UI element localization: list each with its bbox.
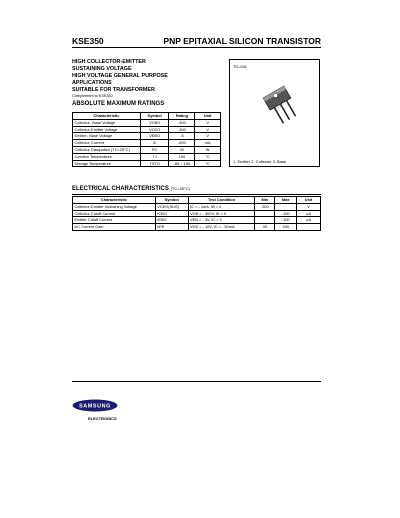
cell-unit: °C — [195, 160, 221, 167]
complement-note: Complement to KSE340 — [72, 94, 113, 98]
feature-item: SUITABLE FOR TRANSFORMER — [72, 87, 155, 93]
cell-rating: -5 — [169, 133, 195, 140]
cell-unit: mA — [195, 140, 221, 147]
cell-characteristic: Storage Temperature — [73, 160, 141, 167]
cell-rating: 20 — [169, 146, 195, 153]
table-row — [73, 119, 221, 126]
logo-subtitle: ELECTRONICS — [88, 416, 117, 421]
table-row — [73, 224, 321, 231]
column-header: Characteristic — [73, 197, 156, 204]
cell-symbol: IEBO — [155, 217, 188, 224]
table-row — [73, 210, 321, 217]
cell-rating: 150 — [169, 153, 195, 160]
cell-characteristic: Collector Dissipation (TC=25°C) — [73, 146, 141, 153]
cell-unit: V — [195, 119, 221, 126]
cell-symbol: VEBO — [140, 133, 169, 140]
samsung-logo — [72, 399, 118, 412]
package-label: TO-126 — [233, 64, 247, 69]
cell-unit: uA — [297, 210, 321, 217]
column-header: Symbol — [140, 113, 169, 120]
cell-unit: V — [195, 133, 221, 140]
cell-rating: -65 ~ 150 — [169, 160, 195, 167]
footer-rule — [72, 381, 321, 382]
feature-item: APPLICATIONS — [72, 80, 112, 86]
cell-rating: -500 — [169, 140, 195, 147]
table-row — [73, 217, 321, 224]
abs-max-table — [72, 112, 221, 167]
cell-rating: -300 — [169, 126, 195, 133]
cell-unit: V — [195, 126, 221, 133]
logo-brand-text: SAMSUNG — [79, 403, 111, 410]
cell-characteristic: Junction Temperature — [73, 153, 141, 160]
cell-min: 30 — [255, 224, 275, 231]
column-header: Symbol — [155, 197, 188, 204]
table-row — [73, 140, 221, 147]
table-row — [73, 203, 321, 210]
cell-symbol: IC — [140, 140, 169, 147]
header-rule — [72, 47, 321, 48]
cell-symbol: VCBO — [140, 119, 169, 126]
cell-characteristic: Emitter Cutoff Current — [73, 217, 156, 224]
cell-max: 240 — [275, 224, 297, 231]
cell-characteristic: Collector-Emitter Voltage — [73, 126, 141, 133]
feature-list — [72, 59, 168, 94]
table-row — [73, 160, 221, 167]
table-header-row — [73, 197, 321, 204]
column-header: Rating — [169, 113, 195, 120]
elec-table — [72, 196, 321, 231]
cell-condition: VEB = - 3V, IC = 0 — [188, 217, 255, 224]
feature-item: HIGH COLLECTOR-EMITTER — [72, 59, 146, 65]
part-number: KSE350 — [72, 36, 104, 46]
cell-min: -300 — [255, 203, 275, 210]
column-header: Test Condition — [188, 197, 255, 204]
feature-item: SUSTAINING VOLTAGE — [72, 66, 132, 72]
cell-max — [275, 203, 297, 210]
cell-condition: VCB = - 300V, IE = 0 — [188, 210, 255, 217]
abs-max-title: ABSOLUTE MAXIMUM RATINGS — [72, 101, 165, 107]
cell-condition: IC = - 1mA, IB = 0 — [188, 203, 255, 210]
column-header: Characteristic — [73, 113, 141, 120]
column-header: Unit — [195, 113, 221, 120]
cell-symbol: VCEO(SUS) — [155, 203, 188, 210]
cell-unit: W — [195, 146, 221, 153]
table-row — [73, 126, 221, 133]
cell-max: -100 — [275, 210, 297, 217]
cell-characteristic: Collector Current — [73, 140, 141, 147]
column-header: Max — [275, 197, 297, 204]
cell-characteristic: DC Current Gain — [73, 224, 156, 231]
elec-title-condition: (TC=25°C) — [170, 186, 190, 191]
cell-rating: -300 — [169, 119, 195, 126]
cell-min — [255, 217, 275, 224]
table-row — [73, 133, 221, 140]
cell-symbol: VCEO — [140, 126, 169, 133]
cell-characteristic: Emitter- Base Voltage — [73, 133, 141, 140]
cell-symbol: ICBO — [155, 210, 188, 217]
pin-assignment: 1. Emitter 2. Collector 3. Base — [233, 159, 287, 164]
section-rule — [72, 194, 321, 195]
table-row — [73, 146, 221, 153]
column-header: Min — [255, 197, 275, 204]
elec-title — [72, 186, 190, 192]
cell-symbol: hFE — [155, 224, 188, 231]
cell-unit: uA — [297, 217, 321, 224]
feature-item: HIGH VOLTAGE GENERAL PURPOSE — [72, 73, 168, 79]
cell-unit: V — [297, 203, 321, 210]
cell-condition: VCE = - 10V, IC = - 50mA — [188, 224, 255, 231]
cell-characteristic: Collector- Base Voltage — [73, 119, 141, 126]
cell-max: -100 — [275, 217, 297, 224]
table-header-row — [73, 113, 221, 120]
cell-characteristic: Collector Cutoff Current — [73, 210, 156, 217]
cell-symbol: TSTG — [140, 160, 169, 167]
cell-min — [255, 210, 275, 217]
cell-symbol: TJ — [140, 153, 169, 160]
column-header: Unit — [297, 197, 321, 204]
elec-title-text: ELECTRICAL CHARACTERISTICS — [72, 186, 169, 192]
table-row — [73, 153, 221, 160]
cell-unit: °C — [195, 153, 221, 160]
cell-characteristic: Collector-Emitter Sustaining Voltage — [73, 203, 156, 210]
cell-unit — [297, 224, 321, 231]
cell-symbol: PC — [140, 146, 169, 153]
transistor-package-icon — [255, 82, 307, 128]
document-title: PNP EPITAXIAL SILICON TRANSISTOR — [163, 36, 321, 46]
